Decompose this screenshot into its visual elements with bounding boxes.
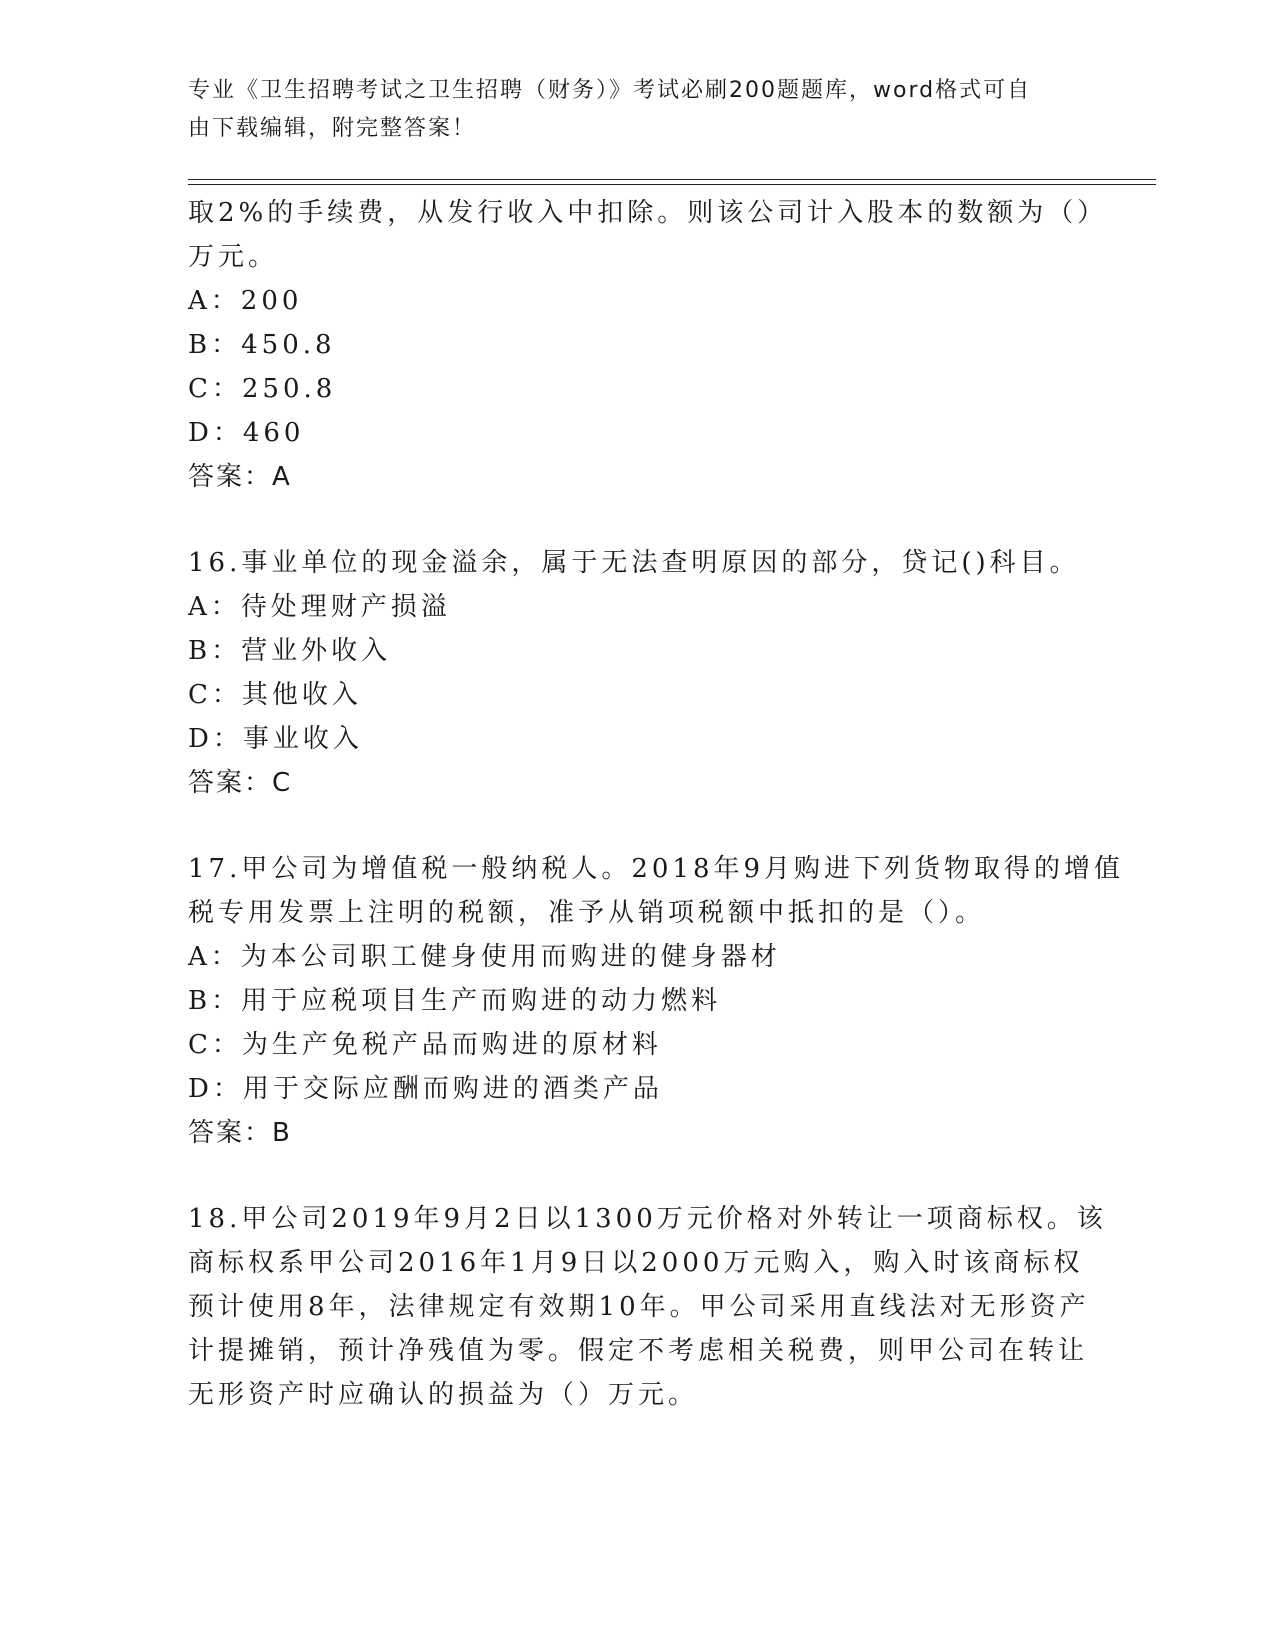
q16-option-b: B：营业外收入 [188, 636, 392, 666]
q15-option-c: C：250.8 [188, 374, 337, 404]
q15-stem-line-1: 取2%的手续费，从发行收入中扣除。则该公司计入股本的数额为（） [188, 198, 1108, 228]
q15-option-d: D：460 [188, 418, 305, 448]
q16-option-d: D：事业收入 [188, 724, 363, 754]
q18-stem-line-5: 无形资产时应确认的损益为（）万元。 [188, 1380, 699, 1410]
q16-answer: 答案：C [188, 768, 293, 798]
header-line-1: 专业《卫生招聘考试之卫生招聘（财务）》考试必刷200题题库，word格式可自 [188, 78, 1032, 103]
q18-stem-line-2: 商标权系甲公司2016年1月9日以2000万元购入，购入时该商标权 [188, 1248, 1084, 1278]
q17-option-a: A：为本公司职工健身使用而购进的健身器材 [188, 942, 781, 972]
q16-option-a: A：待处理财产损溢 [188, 592, 451, 622]
q15-answer: 答案：A [188, 462, 292, 492]
header-line-2: 由下载编辑，附完整答案！ [188, 116, 477, 141]
q17-stem-line-1: 17.甲公司为增值税一般纳税人。2018年9月购进下列货物取得的增值 [188, 854, 1125, 884]
header-rule-bottom [188, 184, 1156, 185]
q15-option-b: B：450.8 [188, 330, 336, 360]
q17-option-d: D：用于交际应酬而购进的酒类产品 [188, 1074, 663, 1104]
q16-option-c: C：其他收入 [188, 680, 362, 710]
q16-stem-line-1: 16.事业单位的现金溢余，属于无法查明原因的部分，贷记()科目。 [188, 548, 1080, 578]
q17-stem-line-2: 税专用发票上注明的税额，准予从销项税额中抵扣的是（）。 [188, 898, 986, 928]
q18-stem-line-3: 预计使用8年，法律规定有效期10年。甲公司采用直线法对无形资产 [188, 1292, 1090, 1322]
q15-option-a: A：200 [188, 286, 303, 316]
document-header [188, 72, 1068, 148]
q17-answer: 答案：B [188, 1118, 292, 1148]
q18-stem-line-1: 18.甲公司2019年9月2日以1300万元价格对外转让一项商标权。该 [188, 1204, 1107, 1234]
q17-option-b: B：用于应税项目生产而购进的动力燃料 [188, 986, 722, 1016]
q15-stem-line-2: 万元。 [188, 242, 279, 272]
q18-stem-line-4: 计提摊销，预计净残值为零。假定不考虑相关税费，则甲公司在转让 [188, 1336, 1089, 1366]
header-rule-top [188, 179, 1156, 180]
q17-option-c: C：为生产免税产品而购进的原材料 [188, 1030, 662, 1060]
